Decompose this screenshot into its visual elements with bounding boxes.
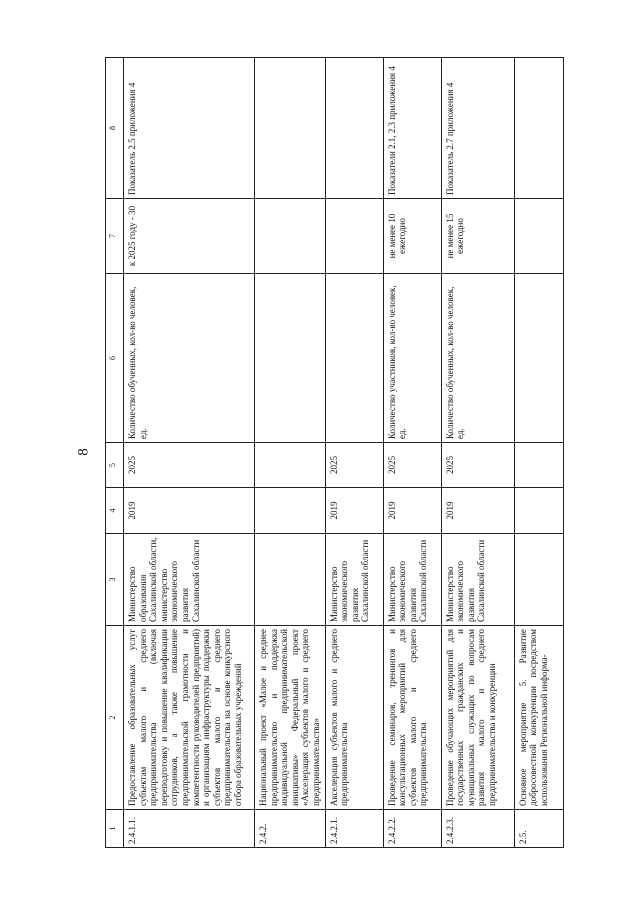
start-year: 2019 [441,488,514,534]
appendix-link [255,58,326,199]
table-row [325,58,383,848]
row-number: 2.5. [514,810,563,848]
table-row [124,58,255,848]
end-year: 2025 [441,443,514,488]
start-year [514,488,563,534]
activity-description: Основное мероприятие 5. Развитие добросовестной конкуренции посредством использования Региональной информа- [514,626,563,810]
target-value: к 2025 году - 30 [124,199,255,274]
column-header: 1 [106,810,124,848]
indicator [325,274,383,443]
responsible-executor: Министерство экономического развития Сахалинской области [383,534,441,626]
rotated-table-container [105,58,585,848]
table-row [383,58,441,848]
column-header: 3 [106,534,124,626]
row-number: 2.4.1.1. [124,810,255,848]
header-row [106,58,124,848]
end-year: 2025 [124,443,255,488]
start-year: 2019 [383,488,441,534]
responsible-executor: Министерство экономического развития Сахалинской области [325,534,383,626]
appendix-link [514,58,563,199]
appendix-link: Показатель 2.5 приложения 4 [124,58,255,199]
row-number: 2.4.2. [255,810,326,848]
target-value [325,199,383,274]
column-header: 8 [106,58,124,199]
column-header: 4 [106,488,124,534]
appendix-link: Показатель 2.7 приложения 4 [441,58,514,199]
target-value: не менее 15 ежегодно [441,199,514,274]
activity-description: Национальный проект «Малое и среднее предпринимательство и поддержка индивидуальной предпринимательской инициативы» Федеральный проект «Акселерация субъектов малого и среднего предпринимательства» [255,626,326,810]
activity-description: Проведение семинаров, тренингов и консультационных мероприятий для субъектов малого и среднего предпринимательства [383,626,441,810]
target-value: не менее 10 ежегодно [383,199,441,274]
row-number: 2.4.2.3. [441,810,514,848]
end-year: 2025 [383,443,441,488]
table-row [514,58,563,848]
column-header: 6 [106,274,124,443]
activity-description: Проведение обучающих мероприятий для государственных гражданских и муниципальных служащих по вопросам развития малого и среднего предпринимательства и конкуренции [441,626,514,810]
activities-table [105,57,564,848]
indicator [514,274,563,443]
activity-description: Предоставление образовательных услуг субъектам малого и среднего предпринимательства (включая переподготовку и повышение квалификации сотрудников, а также повышение предпринимательской грамотности и компетентности руководителей предприятий) и организациям инфраструктуры поддержки субъектов малого и среднего предпринимательства на основе конкурсного отбора образовательных учреждений [124,626,255,810]
column-header: 2 [106,626,124,810]
indicator: Количество обученных, кол-во человек, ед. [124,274,255,443]
end-year: 2025 [325,443,383,488]
table-row [255,58,326,848]
responsible-executor: Министерство образования Сахалинской области, министерство экономического развития Сахалинской области [124,534,255,626]
responsible-executor [255,534,326,626]
responsible-executor: Министерство экономического развития Сахалинской области [441,534,514,626]
indicator: Количество обученных, кол-во человек, ед. [441,274,514,443]
responsible-executor [514,534,563,626]
row-number: 2.4.2.1. [325,810,383,848]
indicator: Количество участников, кол-во человек, ед. [383,274,441,443]
target-value [255,199,326,274]
appendix-link: Показатели 2.1, 2.3 приложения 4 [383,58,441,199]
page-number: 8 [75,448,92,456]
start-year [255,488,326,534]
row-number: 2.4.2.2. [383,810,441,848]
end-year [514,443,563,488]
appendix-link [325,58,383,199]
start-year: 2019 [124,488,255,534]
column-header: 7 [106,199,124,274]
column-header: 5 [106,443,124,488]
table-row [441,58,514,848]
start-year: 2019 [325,488,383,534]
target-value [514,199,563,274]
indicator [255,274,326,443]
activity-description: Акселерация субъектов малого и среднего предпринимательства [325,626,383,810]
end-year [255,443,326,488]
